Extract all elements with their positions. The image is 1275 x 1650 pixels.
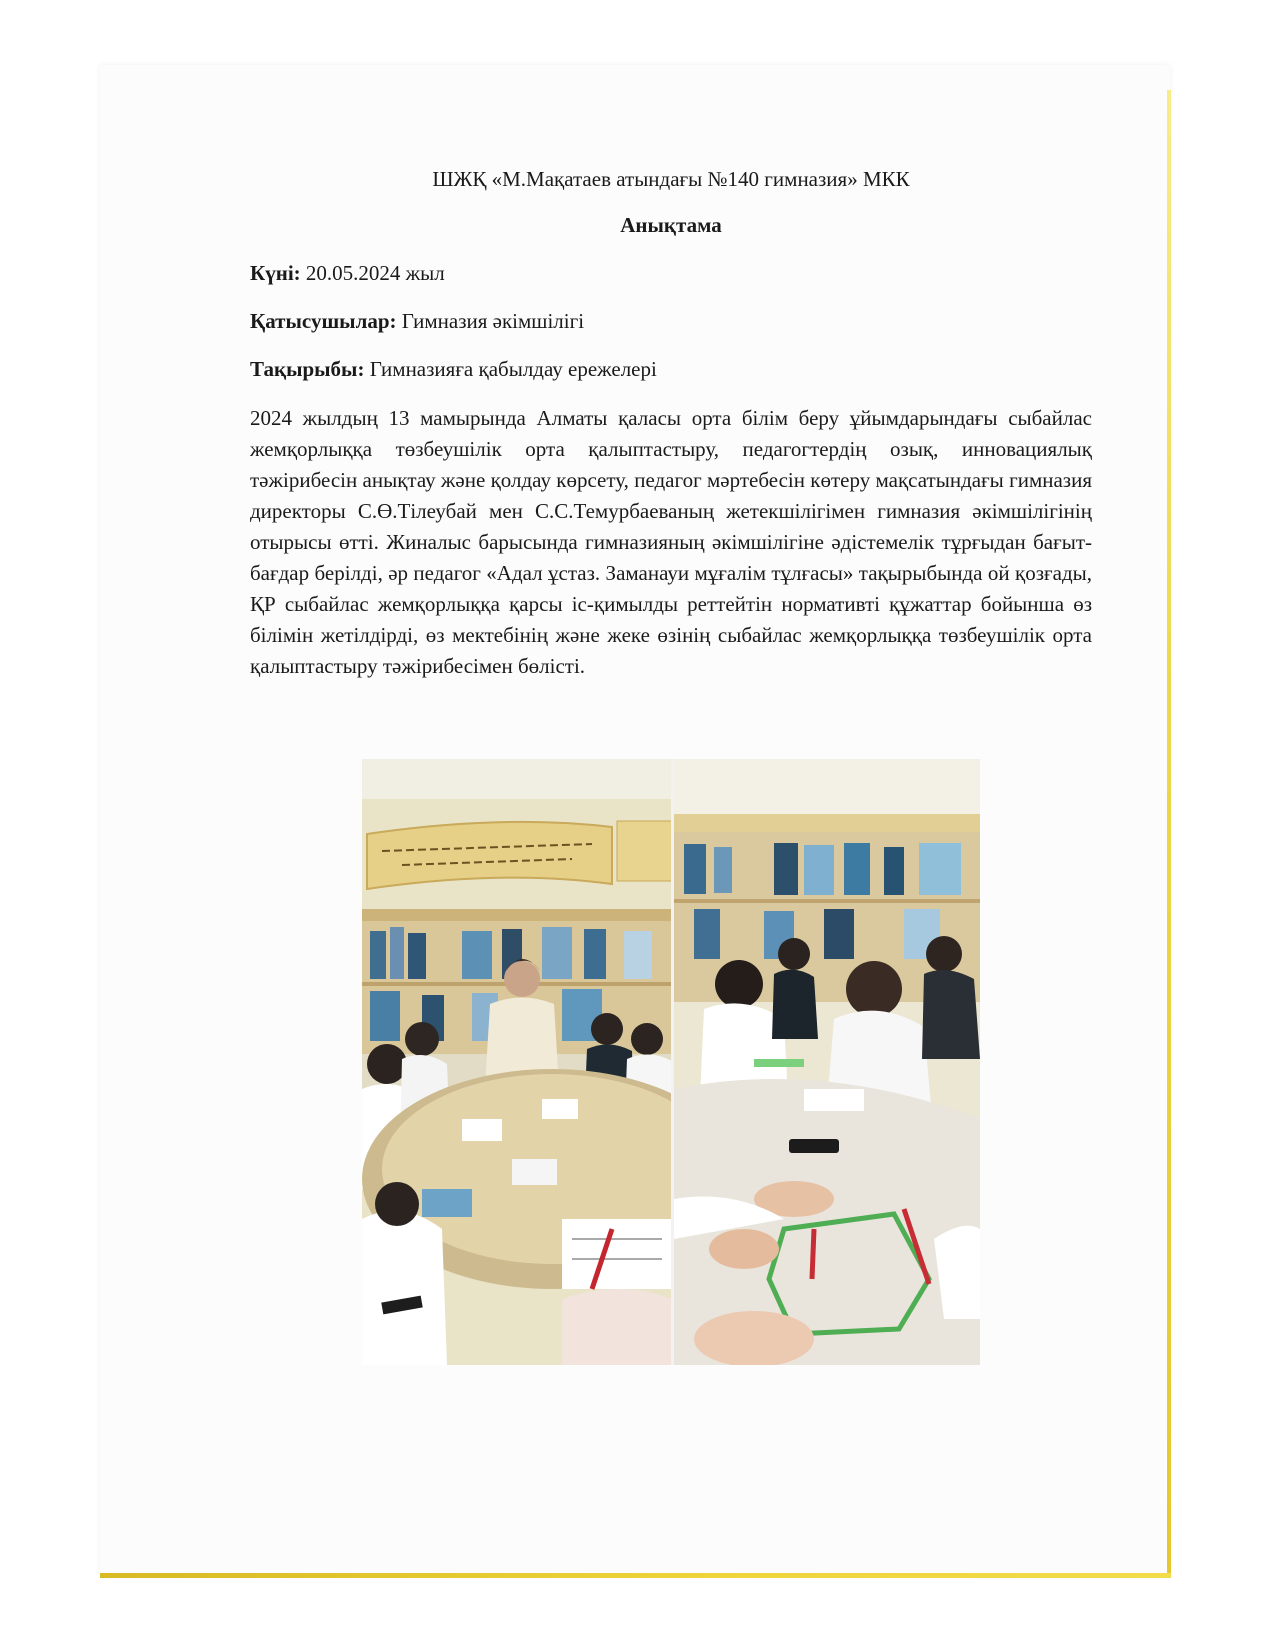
page-edge-right [1167, 90, 1171, 1578]
organization-name: ШЖҚ «М.Мақатаев атындағы №140 гимназия» МКК [432, 167, 910, 191]
topic-label: Тақырыбы: [250, 357, 365, 381]
page-edge-bottom [100, 1573, 1171, 1578]
topic-value: Гимназияға қабылдау ережелері [364, 357, 657, 381]
photo-meeting-left [362, 759, 672, 1365]
document-title: Анықтама [620, 213, 722, 237]
photo-group-work-right [674, 759, 980, 1365]
participants-field [250, 307, 1092, 335]
date-field [250, 259, 1092, 287]
participants-value: Гимназия әкімшілігі [396, 309, 585, 333]
body-paragraph: 2024 жылдың 13 мамырында Алматы қаласы орта білім беру ұйымдарындағы сыбайлас жемқорлыққа төзбеушілік орта қалыптастыру, педагогтердің озық, инновациялық тәжірибесін анықтау және қолдау көрсету, педагог мәртебесін көтеру мақсатындағы гимназия директоры С.Ө.Тілеубай мен С.С.Темурбаеваның жетекшілігімен гимназия әкімшілігінің отырысы өтті. Жиналыс барысында гимназияның әкімшілігіне әдістемелік тұрғыдан бағыт-бағдар берілді, әр педагог «Адал ұстаз. Заманауи мұғалім тұлғасы» тақырыбында ой қозғады, ҚР сыбайлас жемқорлыққа қарсы іс-қимылды реттейтін нормативті құжаттар бойынша өз білімін жетілдірді, өз мектебінің және жеке өзінің сыбайлас жемқорлыққа төзбеушілік орта қалыптастыру тәжірибесімен бөлісті. [250, 406, 1092, 678]
date-value: 20.05.2024 жыл [300, 261, 445, 285]
participants-label: Қатысушылар: [250, 309, 397, 333]
date-label: Күні: [250, 261, 301, 285]
document-content [250, 165, 1092, 682]
photo-collage [362, 759, 980, 1365]
topic-field [250, 355, 1092, 383]
